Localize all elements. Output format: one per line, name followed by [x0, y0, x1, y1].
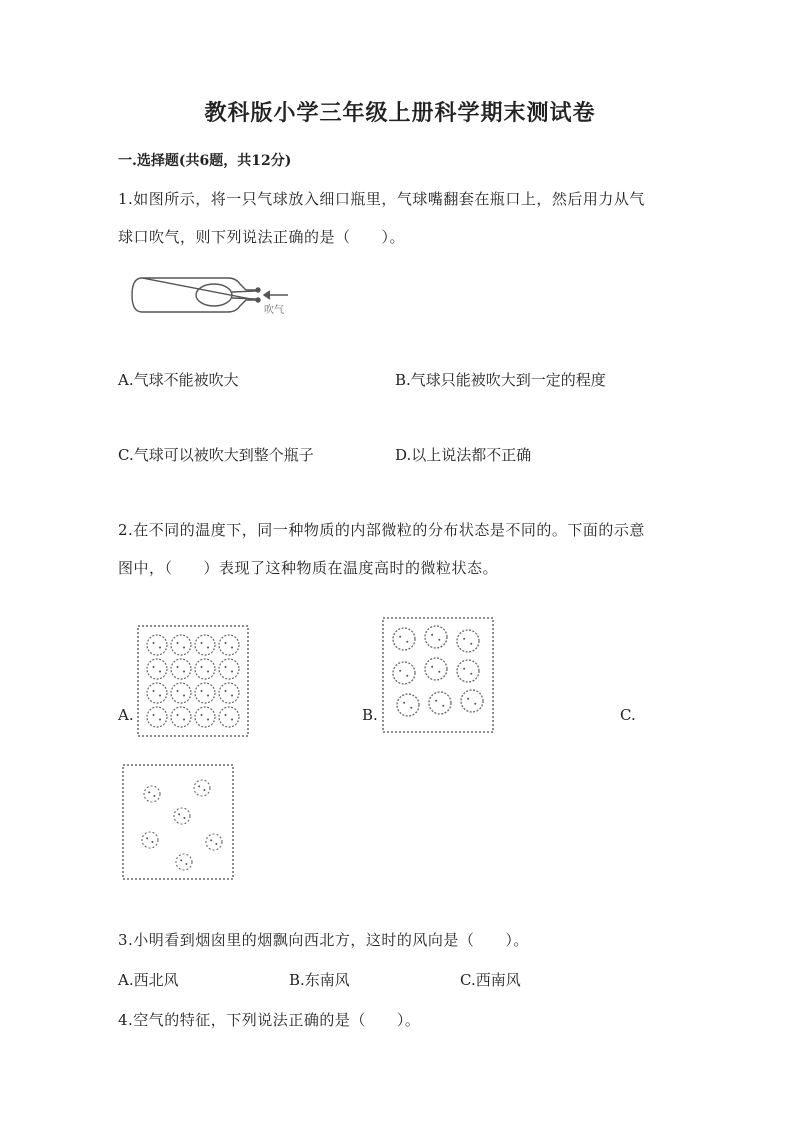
question-4-text: 4.空气的特征，下列说法正确的是（ ）。 [118, 1011, 421, 1029]
dense-particle [171, 635, 191, 655]
medium-particle-dot [431, 666, 433, 668]
section-heading: 一.选择题(共6题，共12分) [118, 153, 292, 169]
medium-particle-dot [399, 670, 401, 672]
medium-particle [397, 694, 419, 716]
medium-particle-dot [442, 705, 444, 707]
q3-option-b[interactable]: B.东南风 [289, 971, 350, 989]
dense-particle [147, 635, 167, 655]
particles-medium-diagram [382, 617, 494, 733]
dense-particle-dot [177, 666, 179, 668]
q3-option-c[interactable]: C.西南风 [460, 971, 521, 989]
medium-particle-dot [467, 698, 469, 700]
medium-particle [425, 658, 447, 680]
medium-particle-dot [431, 634, 433, 636]
dense-particle-dot [183, 695, 185, 697]
dense-particle-dot [183, 647, 185, 649]
q1-option-c[interactable]: C.气球可以被吹大到整个瓶子 [118, 446, 314, 464]
sparse-particle [142, 832, 158, 848]
medium-particle-dot [463, 668, 465, 670]
sparse-particle-dot [178, 813, 180, 815]
sparse-particle-dot [210, 839, 212, 841]
dense-particle-dot [201, 642, 203, 644]
medium-particle [457, 630, 479, 652]
dense-particle-dot [231, 695, 233, 697]
dense-particle-dot [201, 666, 203, 668]
medium-particle-dot [410, 707, 412, 709]
dense-particle-dot [231, 719, 233, 721]
dense-particle-dot [225, 714, 227, 716]
dense-particle-dot [153, 642, 155, 644]
dense-particle-dot [177, 642, 179, 644]
dense-particle-dot [153, 690, 155, 692]
sparse-particle-dot [151, 841, 153, 843]
particles-dense-diagram [137, 625, 249, 737]
q3-option-a[interactable]: A.西北风 [118, 971, 179, 989]
medium-particle-dot [406, 641, 408, 643]
q1-option-b[interactable]: B.气球只能被吹大到一定的程度 [395, 371, 606, 389]
sparse-particle [174, 808, 190, 824]
page-title: 教科版小学三年级上册科学期末测试卷 [204, 100, 596, 126]
dense-particle [219, 707, 239, 727]
dense-particle [195, 635, 215, 655]
medium-particle-dot [406, 675, 408, 677]
sparse-particle [194, 780, 210, 796]
medium-particle [461, 690, 483, 712]
sparse-particle-dot [185, 863, 187, 865]
dense-particle [195, 659, 215, 679]
q1-option-d[interactable]: D.以上说法都不正确 [395, 446, 532, 464]
medium-particle-dot [470, 643, 472, 645]
sparse-particle [144, 786, 160, 802]
sparse-particle-dot [153, 795, 155, 797]
question-1-line-2: 球口吹气，则下列说法正确的是（ ）。 [118, 228, 406, 246]
dense-particle-dot [177, 690, 179, 692]
sparse-particle-dot [148, 791, 150, 793]
question-3-text: 3.小明看到烟囱里的烟飘向西北方，这时的风向是（ ）。 [118, 931, 529, 949]
dense-particle-dot [159, 719, 161, 721]
q1-option-a[interactable]: A.气球不能被吹大 [118, 371, 239, 389]
medium-particle-dot [435, 700, 437, 702]
medium-particle-dot [438, 639, 440, 641]
dense-particle [147, 707, 167, 727]
dense-particle-dot [159, 647, 161, 649]
dense-particle-dot [207, 647, 209, 649]
medium-particle-dot [399, 636, 401, 638]
medium-particle [425, 626, 447, 648]
medium-particle-dot [470, 673, 472, 675]
dense-particle-dot [153, 714, 155, 716]
question-2-line-2: 图中，（ ）表现了这种物质在温度高时的微粒状态。 [118, 559, 499, 577]
dense-particle-dot [201, 714, 203, 716]
dense-particle [147, 683, 167, 703]
particles-sparse-diagram [122, 764, 234, 880]
dense-particle-dot [231, 647, 233, 649]
question-2-line-1: 2.在不同的温度下，同一种物质的内部微粒的分布状态是不同的。下面的示意 [118, 521, 645, 539]
dense-particle [219, 683, 239, 703]
dense-particle-dot [183, 671, 185, 673]
question-1-line-1: 1.如图所示，将一只气球放入细口瓶里，气球嘴翻套在瓶口上，然后用力从气 [118, 190, 645, 208]
dense-particle [171, 707, 191, 727]
dense-particle [195, 707, 215, 727]
dense-particle-dot [225, 690, 227, 692]
dense-particle [219, 635, 239, 655]
sparse-particle-dot [203, 789, 205, 791]
sparse-particle [176, 854, 192, 870]
dense-particle [195, 683, 215, 703]
dense-particle-dot [201, 690, 203, 692]
sparse-particle [206, 834, 222, 850]
medium-particle [457, 660, 479, 682]
medium-particle-dot [463, 638, 465, 640]
dense-particle-dot [207, 671, 209, 673]
dense-particle [171, 683, 191, 703]
dense-particle-dot [207, 719, 209, 721]
sparse-particle-dot [198, 785, 200, 787]
medium-particle-dot [438, 671, 440, 673]
medium-particle [393, 628, 415, 650]
q2-option-b[interactable]: B. [362, 706, 378, 724]
sparse-particle-dot [183, 817, 185, 819]
dense-particle [147, 659, 167, 679]
dense-particle-dot [231, 671, 233, 673]
blow-air-label: 吹气 [264, 305, 284, 316]
medium-particle-dot [474, 703, 476, 705]
dense-particle [171, 659, 191, 679]
medium-particle [429, 692, 451, 714]
dense-particle-dot [225, 642, 227, 644]
q2-option-a[interactable]: A. [118, 706, 134, 724]
dense-particle-dot [225, 666, 227, 668]
dense-particle-dot [159, 671, 161, 673]
sparse-particle-dot [146, 837, 148, 839]
dense-particle-dot [183, 719, 185, 721]
medium-particle-dot [403, 702, 405, 704]
dense-particle-dot [207, 695, 209, 697]
dense-particle-dot [159, 695, 161, 697]
sparse-particle-dot [180, 859, 182, 861]
dense-particle-dot [153, 666, 155, 668]
dense-particle-dot [177, 714, 179, 716]
dense-particle [219, 659, 239, 679]
q2-option-c[interactable]: C. [620, 706, 636, 724]
sparse-particle-dot [215, 843, 217, 845]
medium-particle [393, 662, 415, 684]
